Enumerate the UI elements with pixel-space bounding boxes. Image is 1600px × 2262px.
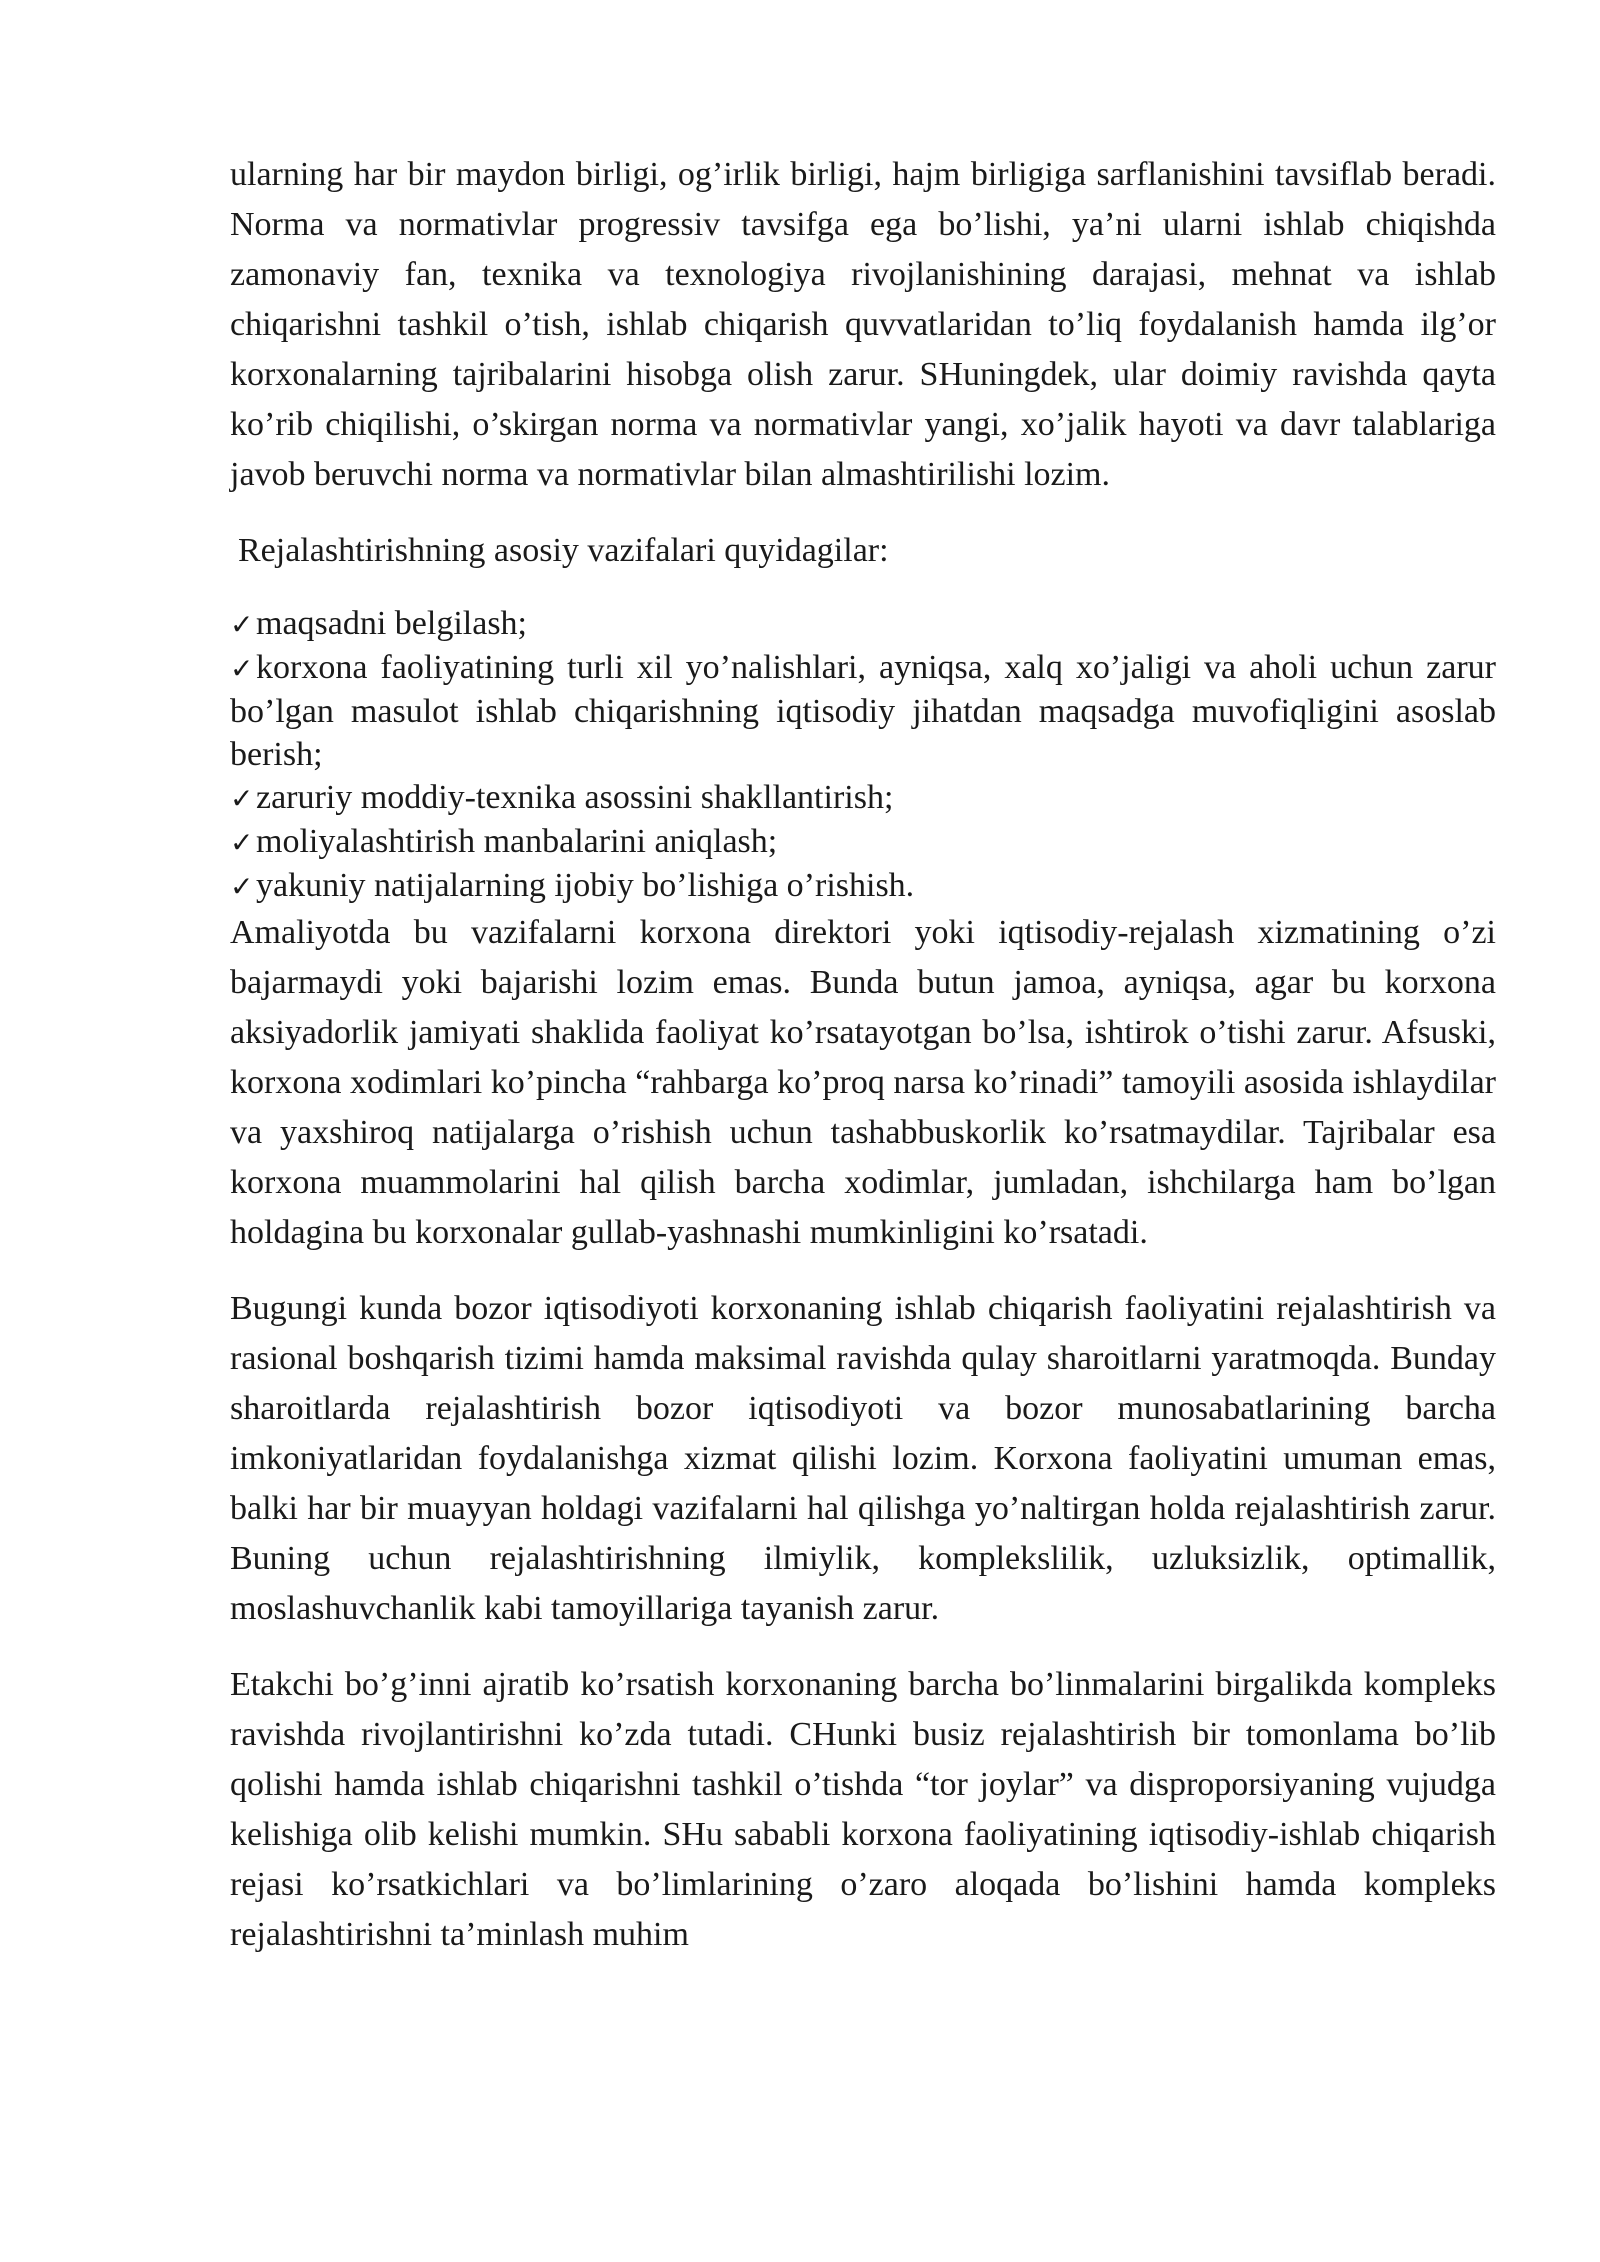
paragraph-norms: ularning har bir maydon birligi, og’irlik birligi, hajm birligiga sarflanishini tavsiflab beradi. Norma va normativlar progressiv tavsifga ega bo’lishi, ya’ni ularni ishlab chiqishda zamonaviy fan, texnika va texnologiya rivojlanishining darajasi, mehnat va ishlab chiqarishni tashkil o’tish, ishlab chiqarish quvvatlaridan to’liq foydalanish hamda ilg’or korxonalarning tajribalarini hisobga olish zarur. SHuningdek, ular doimiy ravishda qayta ko’rib chiqilishi, o’skirgan norma va normativlar yangi, xo’jalik hayoti va davr talablariga javob beruvchi norma va normativlar bilan almashtirilishi lozim. bbox=[230, 156, 1496, 493]
list-item bbox=[230, 602, 1496, 646]
paragraph-leading-link: Etakchi bo’g’inni ajratib ko’rsatish korxonaning barcha bo’linmalarini birgalikda kompleks ravishda rivojlantirishni ko’zda tutadi. CHunki busiz rejalashtirish bir tomonlama bo’lib qolishi hamda ishlab chiqarishni tashkil o’tishda “tor joylar” va disproporsiyaning vujudga kelishiga olib kelishi mumkin. SHu sababli korxona faoliyatining iqtisodiy-ishlab chiqarish rejasi ko’rsatkichlari va bo’limlarining o’zaro aloqada bo’lishini hamda kompleks rejalashtirishni ta’minlash muhim bbox=[230, 1666, 1496, 1953]
list-item bbox=[230, 776, 1496, 820]
paragraph-practice: Amaliyotda bu vazifalarni korxona direktori yoki iqtisodiy-rejalash xizmatining o’zi bajarmaydi yoki bajarishi lozim emas. Bunda butun jamoa, ayniqsa, agar bu korxona aksiyadorlik jamiyati shaklida faoliyat ko’rsatayotgan bo’lsa, ishtirok o’tishi zarur. Afsuski, korxona xodimlari ko’pincha “rahbarga ko’proq narsa ko’rinadi” tamoyili asosida ishlaydilar va yaxshiroq natijalarga o’rishish uchun tashabbuskorlik ko’rsatmaydilar. Tajribalar esa korxona muammolarini hal qilish barcha xodimlar, jumladan, ishchilarga ham bo’lgan holdagina bu korxonalar gullab-yashnashi mumkinligini ko’rsatadi. bbox=[230, 914, 1496, 1251]
list-item-text: korxona faoliyatining turli xil yo’nalishlari, ayniqsa, xalq xo’jaligi va aholi uchun zarur bo’lgan masulot ishlab chiqarishning iqtisodiy jihatdan maqsadga muvofiqligini asoslab berish; bbox=[230, 649, 1496, 773]
document-page bbox=[230, 150, 1496, 1986]
list-heading: Rejalashtirishning asosiy vazifalari quyidagilar: bbox=[238, 532, 889, 569]
list-item bbox=[230, 820, 1496, 864]
checkmark-icon: ✓ bbox=[230, 826, 254, 859]
checkmark-icon: ✓ bbox=[230, 608, 254, 641]
list-item-text: zaruriy moddiy-texnika asossini shakllantirish; bbox=[256, 779, 894, 816]
list-item-text: maqsadni belgilash; bbox=[256, 605, 528, 642]
checkmark-icon: ✓ bbox=[230, 652, 254, 685]
task-list bbox=[230, 602, 1496, 908]
list-item bbox=[230, 864, 1496, 908]
list-item-text: moliyalashtirish manbalarini aniqlash; bbox=[256, 823, 778, 860]
list-item bbox=[230, 646, 1496, 776]
paragraph-market-economy: Bugungi kunda bozor iqtisodiyoti korxonaning ishlab chiqarish faoliyatini rejalashtirish va rasional boshqarish tizimi hamda maksimal ravishda qulay sharoitlarni yaratmoqda. Bunday sharoitlarda rejalashtirish bozor iqtisodiyoti va bozor munosabatlarining barcha imkoniyatlaridan foydalanishga xizmat qilishi lozim. Korxona faoliyatini umuman emas, balki har bir muayyan holdagi vazifalarni hal qilishga yo’naltirgan holda rejalashtirish zarur. Buning uchun rejalashtirishning ilmiylik, komplekslilik, uzluksizlik, optimallik, moslashuvchanlik kabi tamoyillariga tayanish zarur. bbox=[230, 1290, 1496, 1627]
checkmark-icon: ✓ bbox=[230, 782, 254, 815]
list-item-text: yakuniy natijalarning ijobiy bo’lishiga o’rishish. bbox=[256, 867, 915, 904]
checkmark-icon: ✓ bbox=[230, 870, 254, 903]
